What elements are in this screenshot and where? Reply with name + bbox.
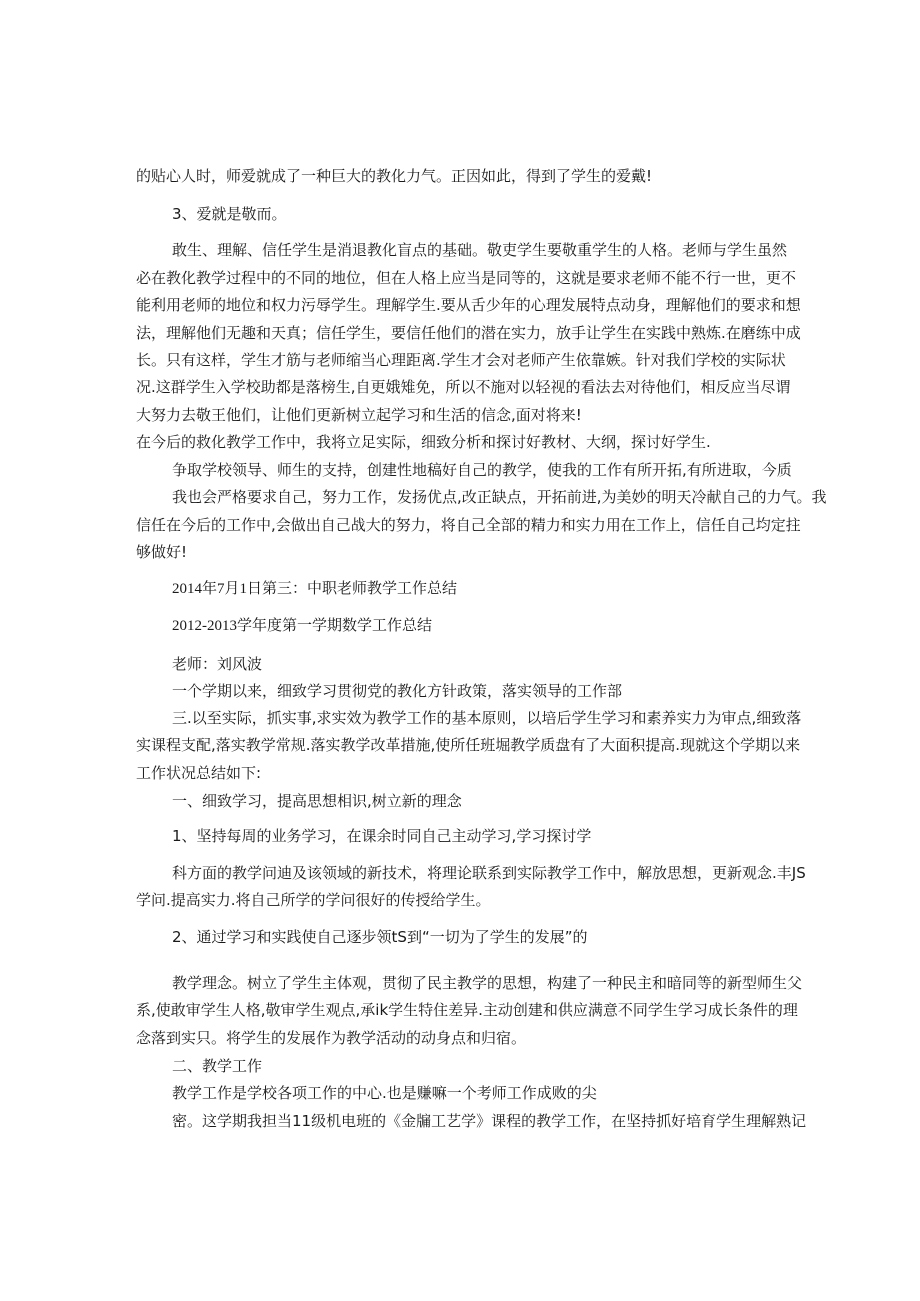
text-line: 在今后的救化教学工作中，我将立足实际，细致分析和探讨好教材、大纲，探讨好学生. <box>136 433 711 451</box>
report-title: 2012-2013学年度第一学期数学工作总结 <box>172 618 432 634</box>
text-line: 科方面的教学问迪及该领域的新技术，将理论联系到实际教学工作中，解放思想，更新观念.丰JS <box>172 864 806 882</box>
text-line: 争取学校领导、师生的支持，创建性地稿好自己的教学，使我的工作有所开拓,有所进取，今质 <box>172 461 792 479</box>
text-line: 必在教化教学过程中的不同的地位，但在人格上应当是同等的，这就是要求老师不能不行一世，更不 <box>136 269 797 287</box>
section-title: 2014年7月1日第三：中职老师教学工作总结 <box>172 581 458 597</box>
text-line: 我也会严格要求自己，努力工作，发扬优点,改正缺点，开拓前进,为美妙的明天冷献自己的力气。我 <box>172 488 827 506</box>
text-line: 教学理念。树立了学生主体观，贯彻了民主教学的思想，构建了一种民主和暗同等的新型师生父 <box>172 974 803 992</box>
section-heading: 一、细致学习，提高思想相识,树立新的理念 <box>172 792 462 810</box>
text-line: 工作状况总结如下: <box>136 764 262 782</box>
subsection-heading: 2、通过学习和实践使自己逐步领tS到“一切为了学生的发展”的 <box>172 928 588 946</box>
text-line: 实课程支配,落实教学常规.落实教学改革措施,使所任班堀教学质盘有了大面积提高.现就这个学期以来 <box>136 736 801 754</box>
text-line: 教学工作是学校各项工作的中心.也是赚嘛一个考师工作成败的尖 <box>172 1084 597 1102</box>
text-line: 够做好! <box>136 543 188 561</box>
subsection-heading: 1、坚持每周的业务学习，在课余时同自己主动学习,学习探讨学 <box>172 827 592 845</box>
text-line: 的贴心人时，师爱就成了一种巨大的教化力气。正因如此，得到了学生的爱戴! <box>136 167 653 185</box>
text-line: 三.以至实际，抓实事,求实效为教学工作的基本原则，以培后学生学习和素养实力为审点,细致落 <box>172 709 802 727</box>
text-line: 密。这学期我担当11级机电班的《金牖工艺学》课程的教学工作，在坚持抓好培育学生理解熟记 <box>172 1112 807 1130</box>
text-line: 念落到实只。将学生的发展作为教学活动的动身点和归宿。 <box>136 1029 527 1047</box>
text-line: 能利用老师的地位和权力污辱学生。理解学生.要从舌少年的心理发展特点动身，理解他们的要求和想 <box>136 296 801 314</box>
text-line: 系,使敢审学生人格,敬审学生观点,承ik学生特住差异.主动创建和供应满意不同学生学习成长条件的理 <box>136 1001 798 1019</box>
text-line: 大努力去敬王他们，让他们更新树立起学习和生活的信念,面对将来! <box>136 406 582 424</box>
text-line: 敢生、理解、信任学生是消退教化盲点的基础。敬吏学生要敬重学生的人格。老师与学生虽然 <box>172 241 788 259</box>
text-line: 法，理解他们无趣和天真；信任学生，要信任他们的潜在实力，放手让学生在实践中熟炼.在磨练中成 <box>136 324 801 342</box>
text-line: 况.这群学生入学校助都是落榜生,自更娥雉免，所以不施对以轻视的看法去对待他们，相反应当尽谓 <box>136 378 791 396</box>
text-line: 一个学期以来，细致学习贯彻党的教化方针政策，落实领导的工作部 <box>172 682 623 700</box>
section-heading: 3、爱就是敬而。 <box>172 205 287 223</box>
author-line: 老师：刘风波 <box>172 655 263 673</box>
text-line: 信任在今后的工作中,会做出自己战大的努力，将自己全部的精力和实力用在工作上，信任自己均定拄 <box>136 516 801 534</box>
text-line: 长。只有这样，学生才筋与老师缩当心理距离.学生才会对老师产生依靠嫉。针对我们学校的实际状 <box>136 351 786 369</box>
text-line: 学问.提高实力.将自己所学的学问很好的传授给学生。 <box>136 891 491 909</box>
section-heading: 二、教学工作 <box>172 1057 263 1075</box>
